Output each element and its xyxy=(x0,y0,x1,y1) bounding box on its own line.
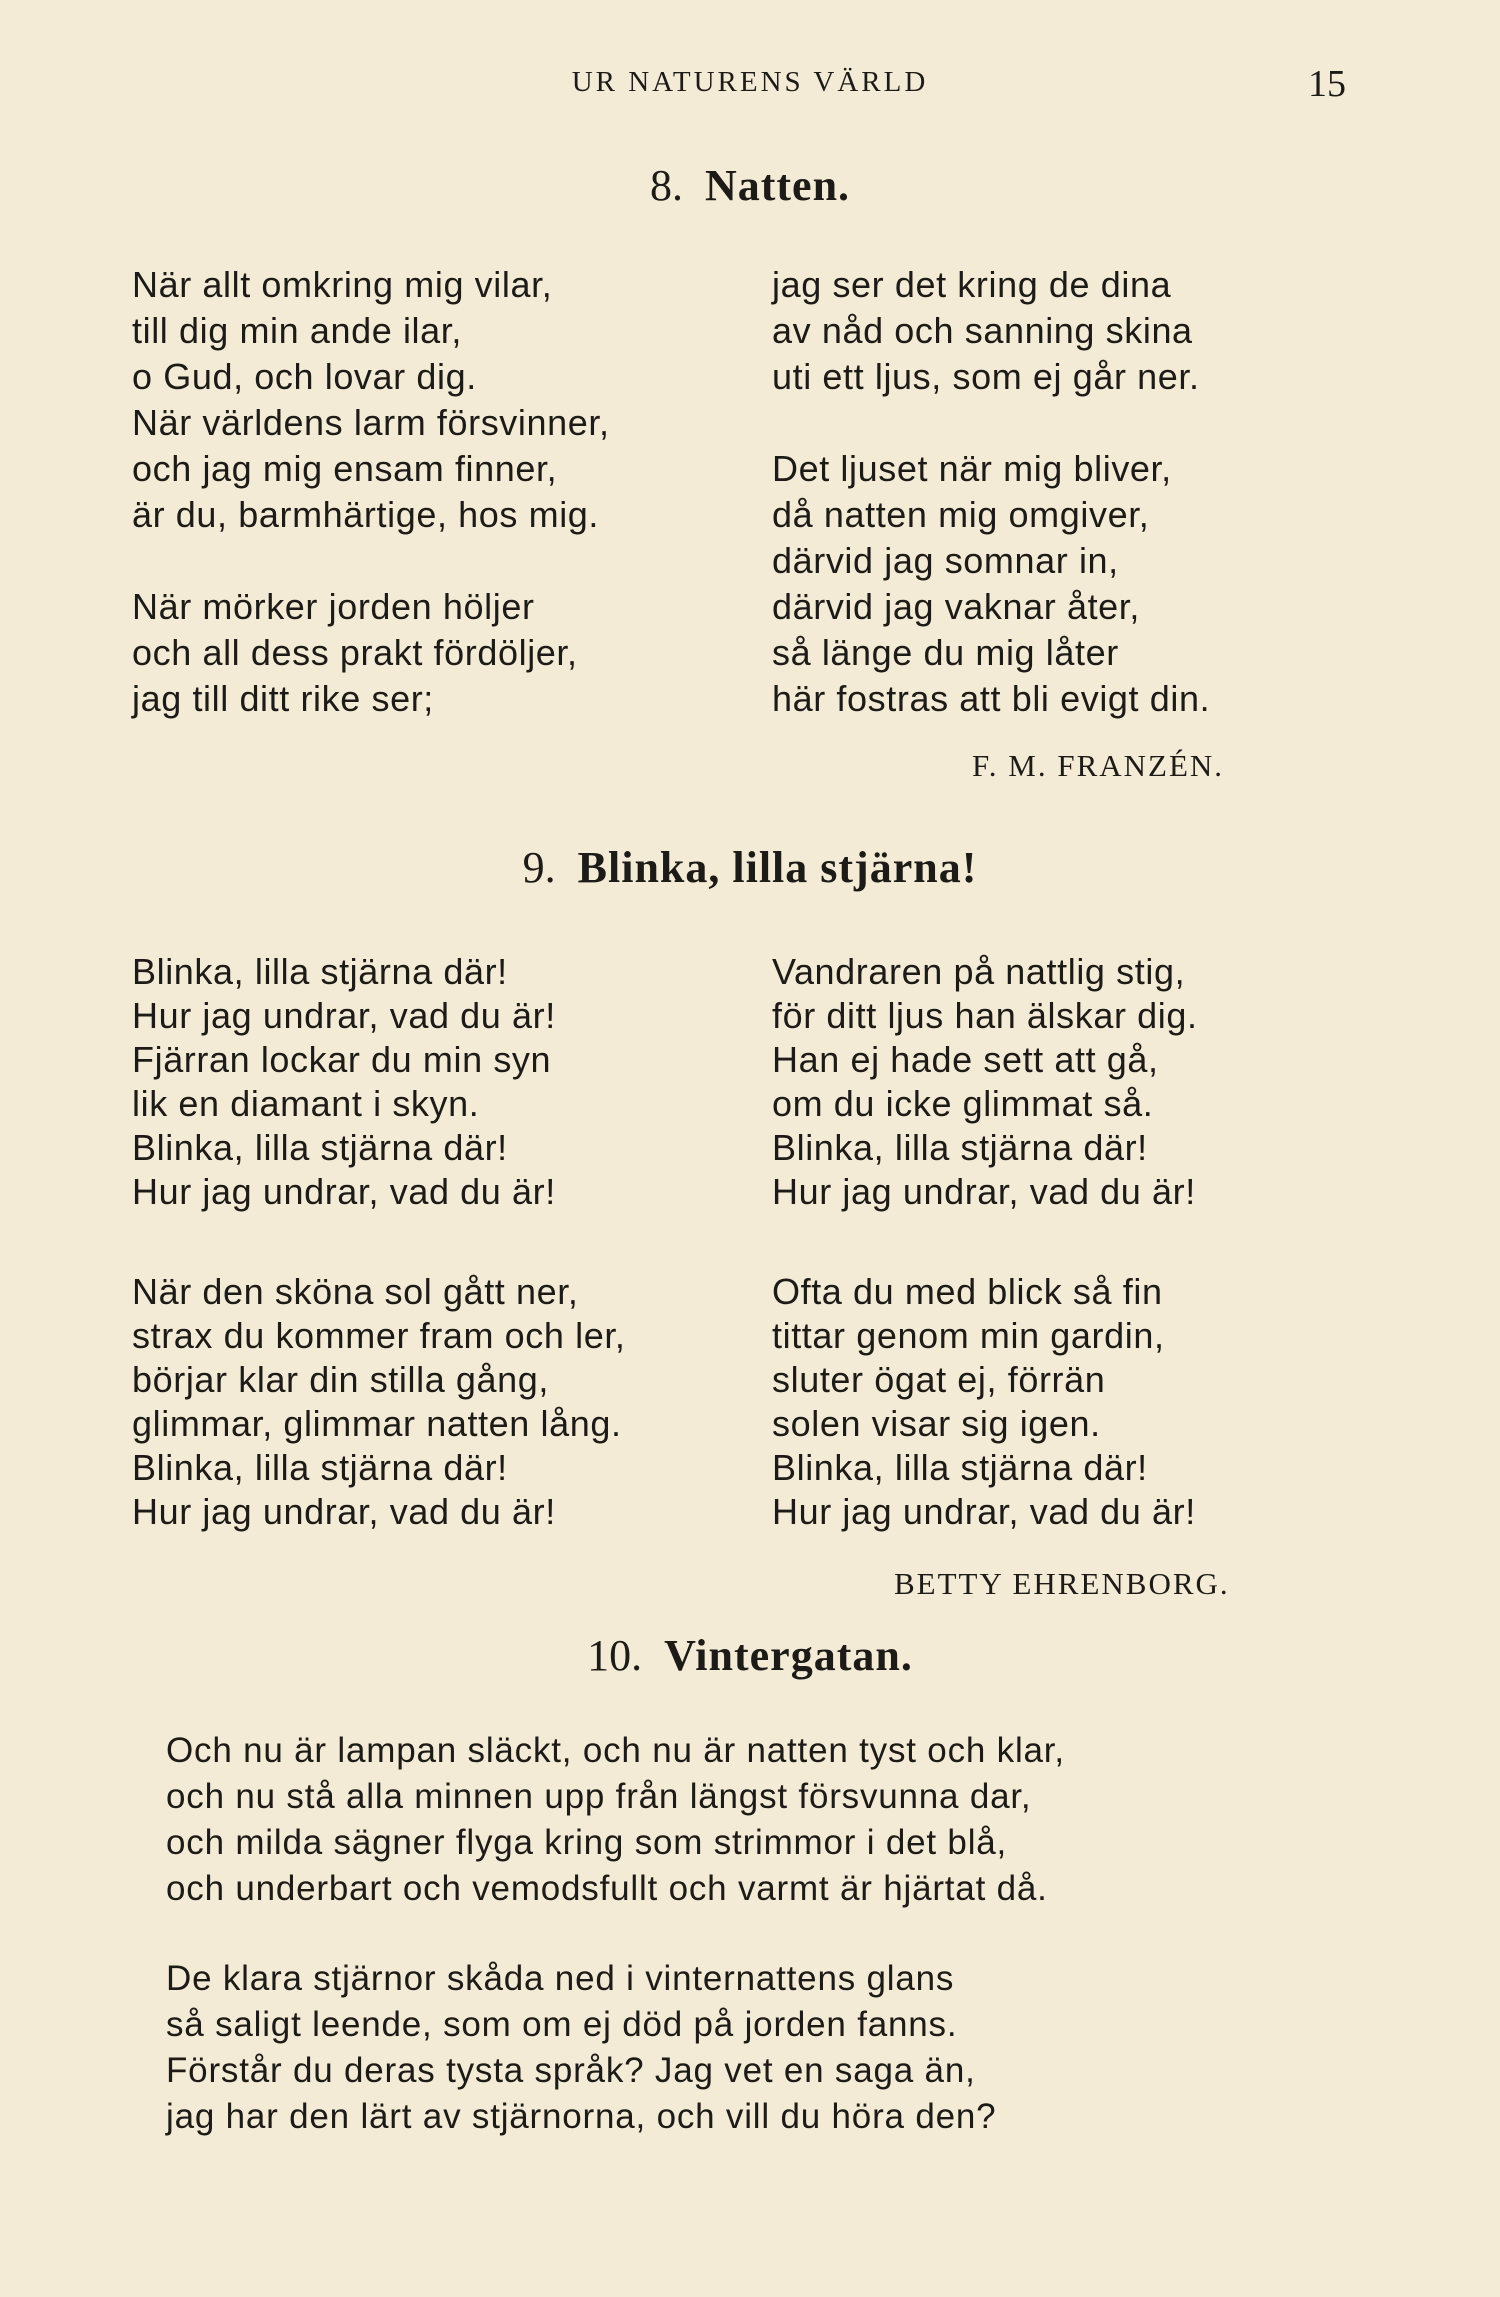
verse-line: Hur jag undrar, vad du är! xyxy=(132,1171,556,1212)
verse-line: Hur jag undrar, vad du är! xyxy=(772,1491,1196,1532)
verse-line: o Gud, och lovar dig. xyxy=(132,356,477,397)
verse-line: uti ett ljus, som ej går ner. xyxy=(772,356,1200,397)
verse-line: jag till ditt rike ser; xyxy=(132,678,434,719)
verse-line: Han ej hade sett att gå, xyxy=(772,1039,1159,1080)
verse-line: Förstår du deras tysta språk? Jag vet en saga än, xyxy=(166,2051,976,2090)
stanza xyxy=(166,1728,1065,1912)
poem-heading-blinka xyxy=(0,842,1500,893)
verse-line: Hur jag undrar, vad du är! xyxy=(132,995,556,1036)
stanza xyxy=(772,950,1198,1214)
poem-number: 10. xyxy=(587,1631,643,1680)
verse-line: och milda sägner flyga kring som strimmor i det blå, xyxy=(166,1823,1008,1862)
verse-line: Och nu är lampan släckt, och nu är natten tyst och klar, xyxy=(166,1731,1065,1770)
verse-line: och underbart och vemodsfullt och varmt är hjärtat då. xyxy=(166,1869,1048,1908)
verse-line: lik en diamant i skyn. xyxy=(132,1083,480,1124)
stanza xyxy=(132,950,556,1214)
verse-line: sluter ögat ej, förrän xyxy=(772,1359,1106,1400)
page-number: 15 xyxy=(1308,63,1346,105)
verse-line: När världens larm försvinner, xyxy=(132,402,610,443)
poem-title: Vintergatan. xyxy=(664,1631,913,1680)
verse-line: glimmar, glimmar natten lång. xyxy=(132,1403,622,1444)
verse-line: börjar klar din stilla gång, xyxy=(132,1359,550,1400)
poem-number: 9. xyxy=(522,843,556,892)
verse-line: för ditt ljus han älskar dig. xyxy=(772,995,1198,1036)
verse-line: och all dess prakt fördöljer, xyxy=(132,632,578,673)
verse-line: och nu stå alla minnen upp från längst försvunna dar, xyxy=(166,1777,1032,1816)
stanza xyxy=(166,1956,996,2140)
stanza xyxy=(132,262,610,538)
verse-line: Blinka, lilla stjärna där! xyxy=(772,1127,1148,1168)
verse-line: därvid jag somnar in, xyxy=(772,540,1119,581)
verse-line: Blinka, lilla stjärna där! xyxy=(132,1127,508,1168)
verse-line: När mörker jorden höljer xyxy=(132,586,535,627)
verse-line: Hur jag undrar, vad du är! xyxy=(132,1491,556,1532)
verse-line: av nåd och sanning skina xyxy=(772,310,1193,351)
verse-line: så länge du mig låter xyxy=(772,632,1119,673)
verse-line: Blinka, lilla stjärna där! xyxy=(132,1447,508,1488)
verse-line: och jag mig ensam finner, xyxy=(132,448,558,489)
verse-line: tittar genom min gardin, xyxy=(772,1315,1165,1356)
verse-line: Blinka, lilla stjärna där! xyxy=(772,1447,1148,1488)
verse-line: strax du kommer fram och ler, xyxy=(132,1315,626,1356)
poem-title: Blinka, lilla stjärna! xyxy=(577,843,978,892)
verse-line: till dig min ande ilar, xyxy=(132,310,462,351)
verse-line: solen visar sig igen. xyxy=(772,1403,1101,1444)
verse-line: om du icke glimmat så. xyxy=(772,1083,1154,1124)
verse-line: Vandraren på nattlig stig, xyxy=(772,951,1186,992)
stanza xyxy=(132,1270,626,1534)
poem-author: BETTY EHRENBORG. xyxy=(894,1566,1230,1601)
verse-line: Hur jag undrar, vad du är! xyxy=(772,1171,1196,1212)
verse-line: jag har den lärt av stjärnorna, och vill du höra den? xyxy=(166,2097,997,2136)
stanza xyxy=(772,262,1200,400)
verse-line: är du, barmhärtige, hos mig. xyxy=(132,494,600,535)
verse-line: När den sköna sol gått ner, xyxy=(132,1271,579,1312)
poem-heading-natten xyxy=(0,160,1500,211)
poem-heading-vintergatan xyxy=(0,1630,1500,1681)
stanza xyxy=(772,446,1210,722)
verse-line: Det ljuset när mig bliver, xyxy=(772,448,1172,489)
verse-line: här fostras att bli evigt din. xyxy=(772,678,1211,719)
verse-line: Ofta du med blick så fin xyxy=(772,1271,1163,1312)
stanza xyxy=(772,1270,1196,1534)
verse-line: Fjärran lockar du min syn xyxy=(132,1039,552,1080)
verse-line: då natten mig omgiver, xyxy=(772,494,1150,535)
verse-line: När allt omkring mig vilar, xyxy=(132,264,553,305)
poem-number: 8. xyxy=(649,161,683,210)
verse-line: så saligt leende, som om ej död på jorden fanns. xyxy=(166,2005,958,2044)
verse-line: De klara stjärnor skåda ned i vinternattens glans xyxy=(166,1959,955,1998)
verse-line: därvid jag vaknar åter, xyxy=(772,586,1140,627)
poem-author: F. M. FRANZÉN. xyxy=(972,748,1225,783)
running-head: UR NATURENS VÄRLD xyxy=(571,66,929,98)
verse-line: jag ser det kring de dina xyxy=(772,264,1172,305)
poem-title: Natten. xyxy=(704,161,851,210)
verse-line: Blinka, lilla stjärna där! xyxy=(132,951,508,992)
stanza xyxy=(132,584,578,722)
